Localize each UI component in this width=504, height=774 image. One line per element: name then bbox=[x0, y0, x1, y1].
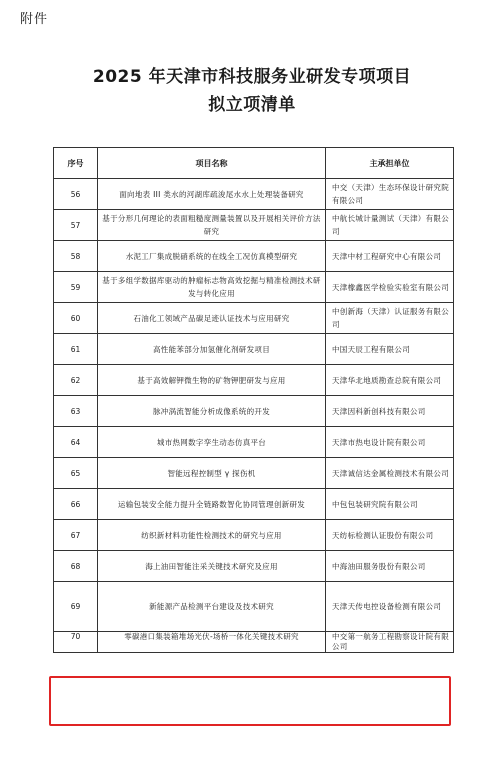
table-row bbox=[54, 241, 454, 272]
highlight-box bbox=[49, 676, 451, 726]
row-lead-unit: 天津橡鑫医学检验实验室有限公司 bbox=[326, 272, 454, 303]
row-project-name: 面向地表 III 类水的河湖库疏浚尾水水上处理装备研究 bbox=[98, 179, 326, 210]
row-number: 56 bbox=[54, 179, 98, 210]
table-row bbox=[54, 210, 454, 241]
row-number: 68 bbox=[54, 551, 98, 582]
row-project-name: 智能远程控制型 γ 探伤机 bbox=[98, 458, 326, 489]
row-lead-unit: 中海油田服务股份有限公司 bbox=[326, 551, 454, 582]
table-row bbox=[54, 458, 454, 489]
row-project-name: 基于多组学数据库驱动的肿瘤标志物高效挖掘与精准检测技术研发与转化应用 bbox=[98, 272, 326, 303]
row-lead-unit: 中创新海（天津）认证服务有限公司 bbox=[326, 303, 454, 334]
header-lead-unit: 主承担单位 bbox=[326, 148, 454, 179]
row-lead-unit: 天津因科新创科技有限公司 bbox=[326, 396, 454, 427]
row-project-name: 运输包装安全能力提升全链路数智化协同管理创新研发 bbox=[98, 489, 326, 520]
row-number: 66 bbox=[54, 489, 98, 520]
table-row bbox=[54, 427, 454, 458]
table-row bbox=[54, 551, 454, 582]
row-number: 58 bbox=[54, 241, 98, 272]
row-lead-unit: 中包包装研究院有限公司 bbox=[326, 489, 454, 520]
table-row bbox=[54, 489, 454, 520]
header-serial-number: 序号 bbox=[54, 148, 98, 179]
row-project-name: 基于高效解钾微生物的矿物钾肥研发与应用 bbox=[98, 365, 326, 396]
attachment-label: 附件 bbox=[20, 12, 49, 27]
row-lead-unit: 天津市热电设计院有限公司 bbox=[326, 427, 454, 458]
row-project-name: 城市热网数字孪生动态仿真平台 bbox=[98, 427, 326, 458]
project-list-table bbox=[53, 147, 454, 653]
row-project-name: 基于分形几何理论的表面粗糙度测量装置以及开展相关评价方法研究 bbox=[98, 210, 326, 241]
row-lead-unit: 天津中材工程研究中心有限公司 bbox=[326, 241, 454, 272]
table-row-highlighted bbox=[54, 582, 454, 632]
row-number: 67 bbox=[54, 520, 98, 551]
row-number: 62 bbox=[54, 365, 98, 396]
row-number: 60 bbox=[54, 303, 98, 334]
row-number: 69 bbox=[54, 582, 98, 632]
row-lead-unit: 天津天传电控设备检测有限公司 bbox=[326, 582, 454, 632]
row-project-name: 新能源产品检测平台建设及技术研究 bbox=[98, 582, 326, 632]
row-number: 61 bbox=[54, 334, 98, 365]
row-project-name: 纺织新材料功能性检测技术的研究与应用 bbox=[98, 520, 326, 551]
row-project-name: 石油化工领域产品碳足迹认证技术与应用研究 bbox=[98, 303, 326, 334]
row-number: 59 bbox=[54, 272, 98, 303]
table-row bbox=[54, 520, 454, 551]
row-number: 63 bbox=[54, 396, 98, 427]
table-row bbox=[54, 272, 454, 303]
table-row bbox=[54, 365, 454, 396]
row-lead-unit: 中交第一航务工程勘察设计院有限公司 bbox=[326, 632, 454, 653]
row-number: 57 bbox=[54, 210, 98, 241]
table-row bbox=[54, 632, 454, 653]
row-lead-unit: 天纺标检测认证股份有限公司 bbox=[326, 520, 454, 551]
table-row bbox=[54, 303, 454, 334]
row-number: 65 bbox=[54, 458, 98, 489]
row-lead-unit: 天津华北地质勘查总院有限公司 bbox=[326, 365, 454, 396]
header-project-name: 项目名称 bbox=[98, 148, 326, 179]
document-title-line-2: 拟立项清单 bbox=[208, 95, 296, 115]
row-lead-unit: 天津诚信达金属检测技术有限公司 bbox=[326, 458, 454, 489]
row-lead-unit: 中航长城计量测试（天津）有限公司 bbox=[326, 210, 454, 241]
row-number: 70 bbox=[54, 632, 98, 653]
table-row bbox=[54, 396, 454, 427]
row-project-name: 水泥工厂集成脱硝系统的在线全工况仿真模型研究 bbox=[98, 241, 326, 272]
row-lead-unit: 中国天辰工程有限公司 bbox=[326, 334, 454, 365]
row-number: 64 bbox=[54, 427, 98, 458]
row-project-name: 高性能苯部分加氢催化剂研发项目 bbox=[98, 334, 326, 365]
table-row bbox=[54, 179, 454, 210]
row-project-name: 零碳港口集装箱堆场光伏-场桥一体化关键技术研究 bbox=[98, 632, 326, 653]
row-lead-unit: 中交（天津）生态环保设计研究院有限公司 bbox=[326, 179, 454, 210]
row-project-name: 海上油田智能注采关键技术研究及应用 bbox=[98, 551, 326, 582]
row-project-name: 脉冲涡流智能分析成像系统的开发 bbox=[98, 396, 326, 427]
document-title-line-1: 2025 年天津市科技服务业研发专项项目 bbox=[92, 67, 412, 87]
table-header-row bbox=[54, 148, 454, 179]
table-row bbox=[54, 334, 454, 365]
